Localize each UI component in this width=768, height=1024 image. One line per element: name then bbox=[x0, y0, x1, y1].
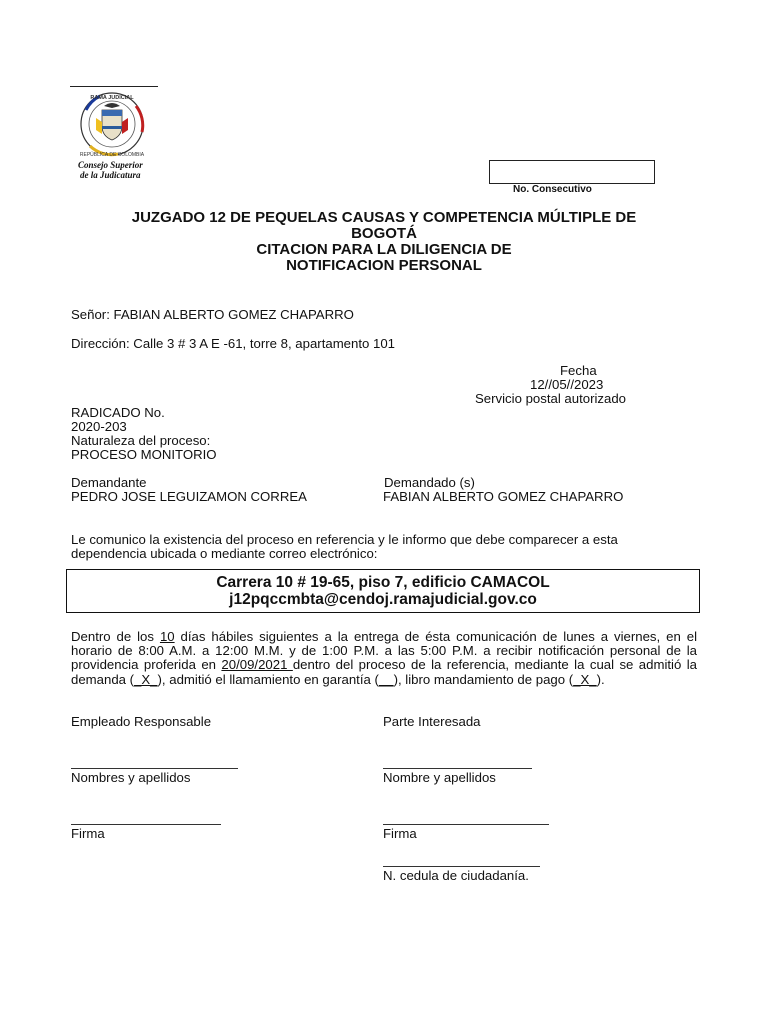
demandante-value: PEDRO JOSE LEGUIZAMON CORREA bbox=[71, 489, 307, 504]
providencia-date: 20/09/2021 bbox=[221, 657, 293, 673]
consecutivo-label: No. Consecutivo bbox=[513, 184, 592, 195]
demandante-label: Demandante bbox=[71, 475, 147, 490]
parte-interesada-label: Parte Interesada bbox=[383, 714, 481, 729]
heading-title-2: NOTIFICACION PERSONAL bbox=[286, 257, 482, 274]
heading-city: BOGOTÁ bbox=[351, 225, 417, 242]
svg-text:REPÚBLICA DE COLOMBIA: REPÚBLICA DE COLOMBIA bbox=[79, 152, 145, 158]
para-text-4: ), admitió el llamamiento en garantía ( bbox=[157, 671, 379, 687]
mark-demanda: _X_ bbox=[134, 671, 158, 687]
logo-caption bbox=[78, 160, 143, 180]
heading-court: JUZGADO 12 DE PEQUELAS CAUSAS Y COMPETENCIA MÚLTIPLE DE bbox=[131, 209, 637, 226]
nombres-apellidos-label: Nombres y apellidos bbox=[71, 770, 191, 785]
court-email: j12pqccmbta@cendoj.ramajudicial.gov.co bbox=[229, 591, 537, 608]
signature-line-name-right bbox=[383, 768, 532, 769]
demandado-label: Demandado (s) bbox=[384, 475, 475, 490]
consecutivo-field[interactable] bbox=[489, 160, 655, 184]
svg-text:RAMA JUDICIAL: RAMA JUDICIAL bbox=[90, 95, 134, 101]
naturaleza-value: PROCESO MONITORIO bbox=[71, 447, 217, 462]
para-text-5: ), libro mandamiento de pago ( bbox=[393, 671, 574, 687]
para-text-1: Dentro de los bbox=[71, 629, 160, 644]
servicio-postal: Servicio postal autorizado bbox=[475, 391, 627, 406]
empleado-responsable-label: Empleado Responsable bbox=[71, 714, 212, 729]
logo-caption-line1: Consejo Superior bbox=[78, 160, 143, 170]
demandado-value: FABIAN ALBERTO GOMEZ CHAPARRO bbox=[383, 489, 624, 504]
notification-paragraph bbox=[71, 630, 697, 687]
court-address: Carrera 10 # 19-65, piso 7, edificio CAMACOL bbox=[216, 574, 550, 591]
logo-caption-line2: de la Judicatura bbox=[80, 170, 141, 180]
naturaleza-label: Naturaleza del proceso: bbox=[71, 433, 211, 448]
dias-value: 10 bbox=[159, 629, 175, 644]
radicado-label: RADICADO No. bbox=[71, 405, 165, 420]
recipient-address: Dirección: Calle 3 # 3 A E -61, torre 8, apartamento 101 bbox=[71, 336, 396, 351]
recipient-name: Señor: FABIAN ALBERTO GOMEZ CHAPARRO bbox=[71, 307, 354, 322]
heading-title-1: CITACION PARA LA DILIGENCIA DE bbox=[256, 241, 512, 258]
intro-line-1: Le comunico la existencia del proceso en referencia y le informo que debe comparecer a esta bbox=[71, 532, 618, 547]
nombre-apellidos-label: Nombre y apellidos bbox=[383, 770, 496, 785]
radicado-value: 2020-203 bbox=[71, 419, 127, 434]
para-text-3: dentro del proceso de la referencia, mediante la cual se admitió la demanda ( bbox=[71, 657, 697, 687]
signature-line-firma-right bbox=[383, 824, 549, 825]
para-text-2: días hábiles siguientes a la entrega de ésta comunicación de lunes a viernes, en el horario de 8:00 A.M. a 12:00 M.M. y de 1:00 P.M. a las 5:00 P.M. a recibir notificación personal de la providencia proferida en bbox=[71, 629, 697, 673]
firma-label-left: Firma bbox=[71, 826, 105, 841]
fecha-label: Fecha bbox=[560, 363, 597, 378]
fecha-value: 12//05//2023 bbox=[530, 377, 604, 392]
mark-mandamiento: _X_ bbox=[573, 671, 597, 687]
logo-top-rule bbox=[70, 86, 158, 87]
signature-line-name-left bbox=[71, 768, 238, 769]
mark-llamamiento: __ bbox=[378, 671, 394, 687]
coat-of-arms-seal-icon bbox=[70, 88, 158, 160]
signature-line-cedula bbox=[383, 866, 540, 867]
para-text-6: ). bbox=[596, 671, 605, 687]
firma-label-right: Firma bbox=[383, 826, 417, 841]
signature-line-firma-left bbox=[71, 824, 221, 825]
cedula-label: N. cedula de ciudadanía. bbox=[383, 868, 529, 883]
intro-line-2: dependencia ubicada o mediante correo electrónico: bbox=[71, 546, 378, 561]
document-heading bbox=[60, 210, 708, 274]
